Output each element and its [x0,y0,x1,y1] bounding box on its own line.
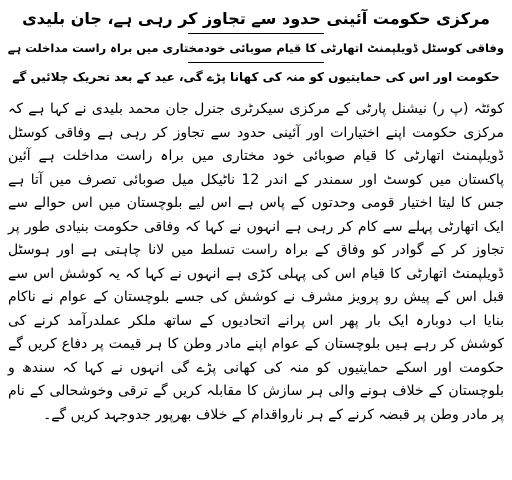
headline-main: مرکزی حکومت آئینی حدود سے تجاوز کر رہی ہے، جان بلیدی [22,9,490,28]
headline-divider [188,33,324,34]
headline-sub-2: حکومت اور اس کی حمایتیوں کو منہ کی کھانا پڑے گی، عید کے بعد تحریک چلائیں گے [12,70,500,84]
headline-divider [188,62,324,63]
headline-sub-1: وفاقی کوسٹل ڈویلپمنٹ اتھارٹی کا قیام صوبائی خودمختاری میں براہ راست مداخلت ہے [7,41,504,55]
article-body: کوئٹہ (پ ر) نیشنل پارٹی کے مرکزی سیکرٹری جنرل جان محمد بلیدی نے کہا ہے کہ مرکزی حکومت اپنے اختیارات اور آئینی حدود سے تجاوز کر رہی ہے وفاقی کوسٹل ڈویلپمنٹ اتھارٹی کا قیام صوبائی خود مختاری میں براہ راست مداخلت ہے آئین پاکستان میں کوسٹ اور سمندر کے اندر 12 ناٹیکل میل صوبائی تصرف میں آتا ہے جس کا لیتا اختیار قومی وحدتوں کے پاس ہے اس لیے بلوچستان میں اس حوالے سے ایک اتھارٹی پہلے سے کام کر رہی ہے انہوں نے کہا کہ وفاقی حکومت بنیادی طور پر تجاوز کر کے گوادر کو وفاق کے براہ راست تسلط میں لانا چاہتی ہے اور ہوسٹل ڈویلپمنٹ اتھارٹی کا قیام اس کی پہلی کڑی ہے انہوں نے کہا کہ یہ کوشش اس سے قبل اس کے پیش رو پرویز مشرف نے کوشش کی جسے بلوچستان کے عوام نے ناکام بنایا اب دوبارہ ایک بار پھر اس پرانے اتحادیوں کے ساتھ ملکر عملدرآمد کرنے کی کوشش کر رہے ہیں بلوچستان کے عوام اپنے مادر وطن کا ہر قیمت پر دفاع کریں گے حکومت اور اسکے حمایتیوں کو منہ کی کھانی پڑے گی انہوں نے کہا کہ سندھ و بلوچستان کے خلاف ہونے والی ہر سازش کا مقابلہ کریں گے ترقی وخوشحالی کے نام پر مادر وطن پر قبضہ کرنے کے ہر نارواقدام کے خلاف بھرپور جدوجہد کریں گے۔ [8,101,504,423]
